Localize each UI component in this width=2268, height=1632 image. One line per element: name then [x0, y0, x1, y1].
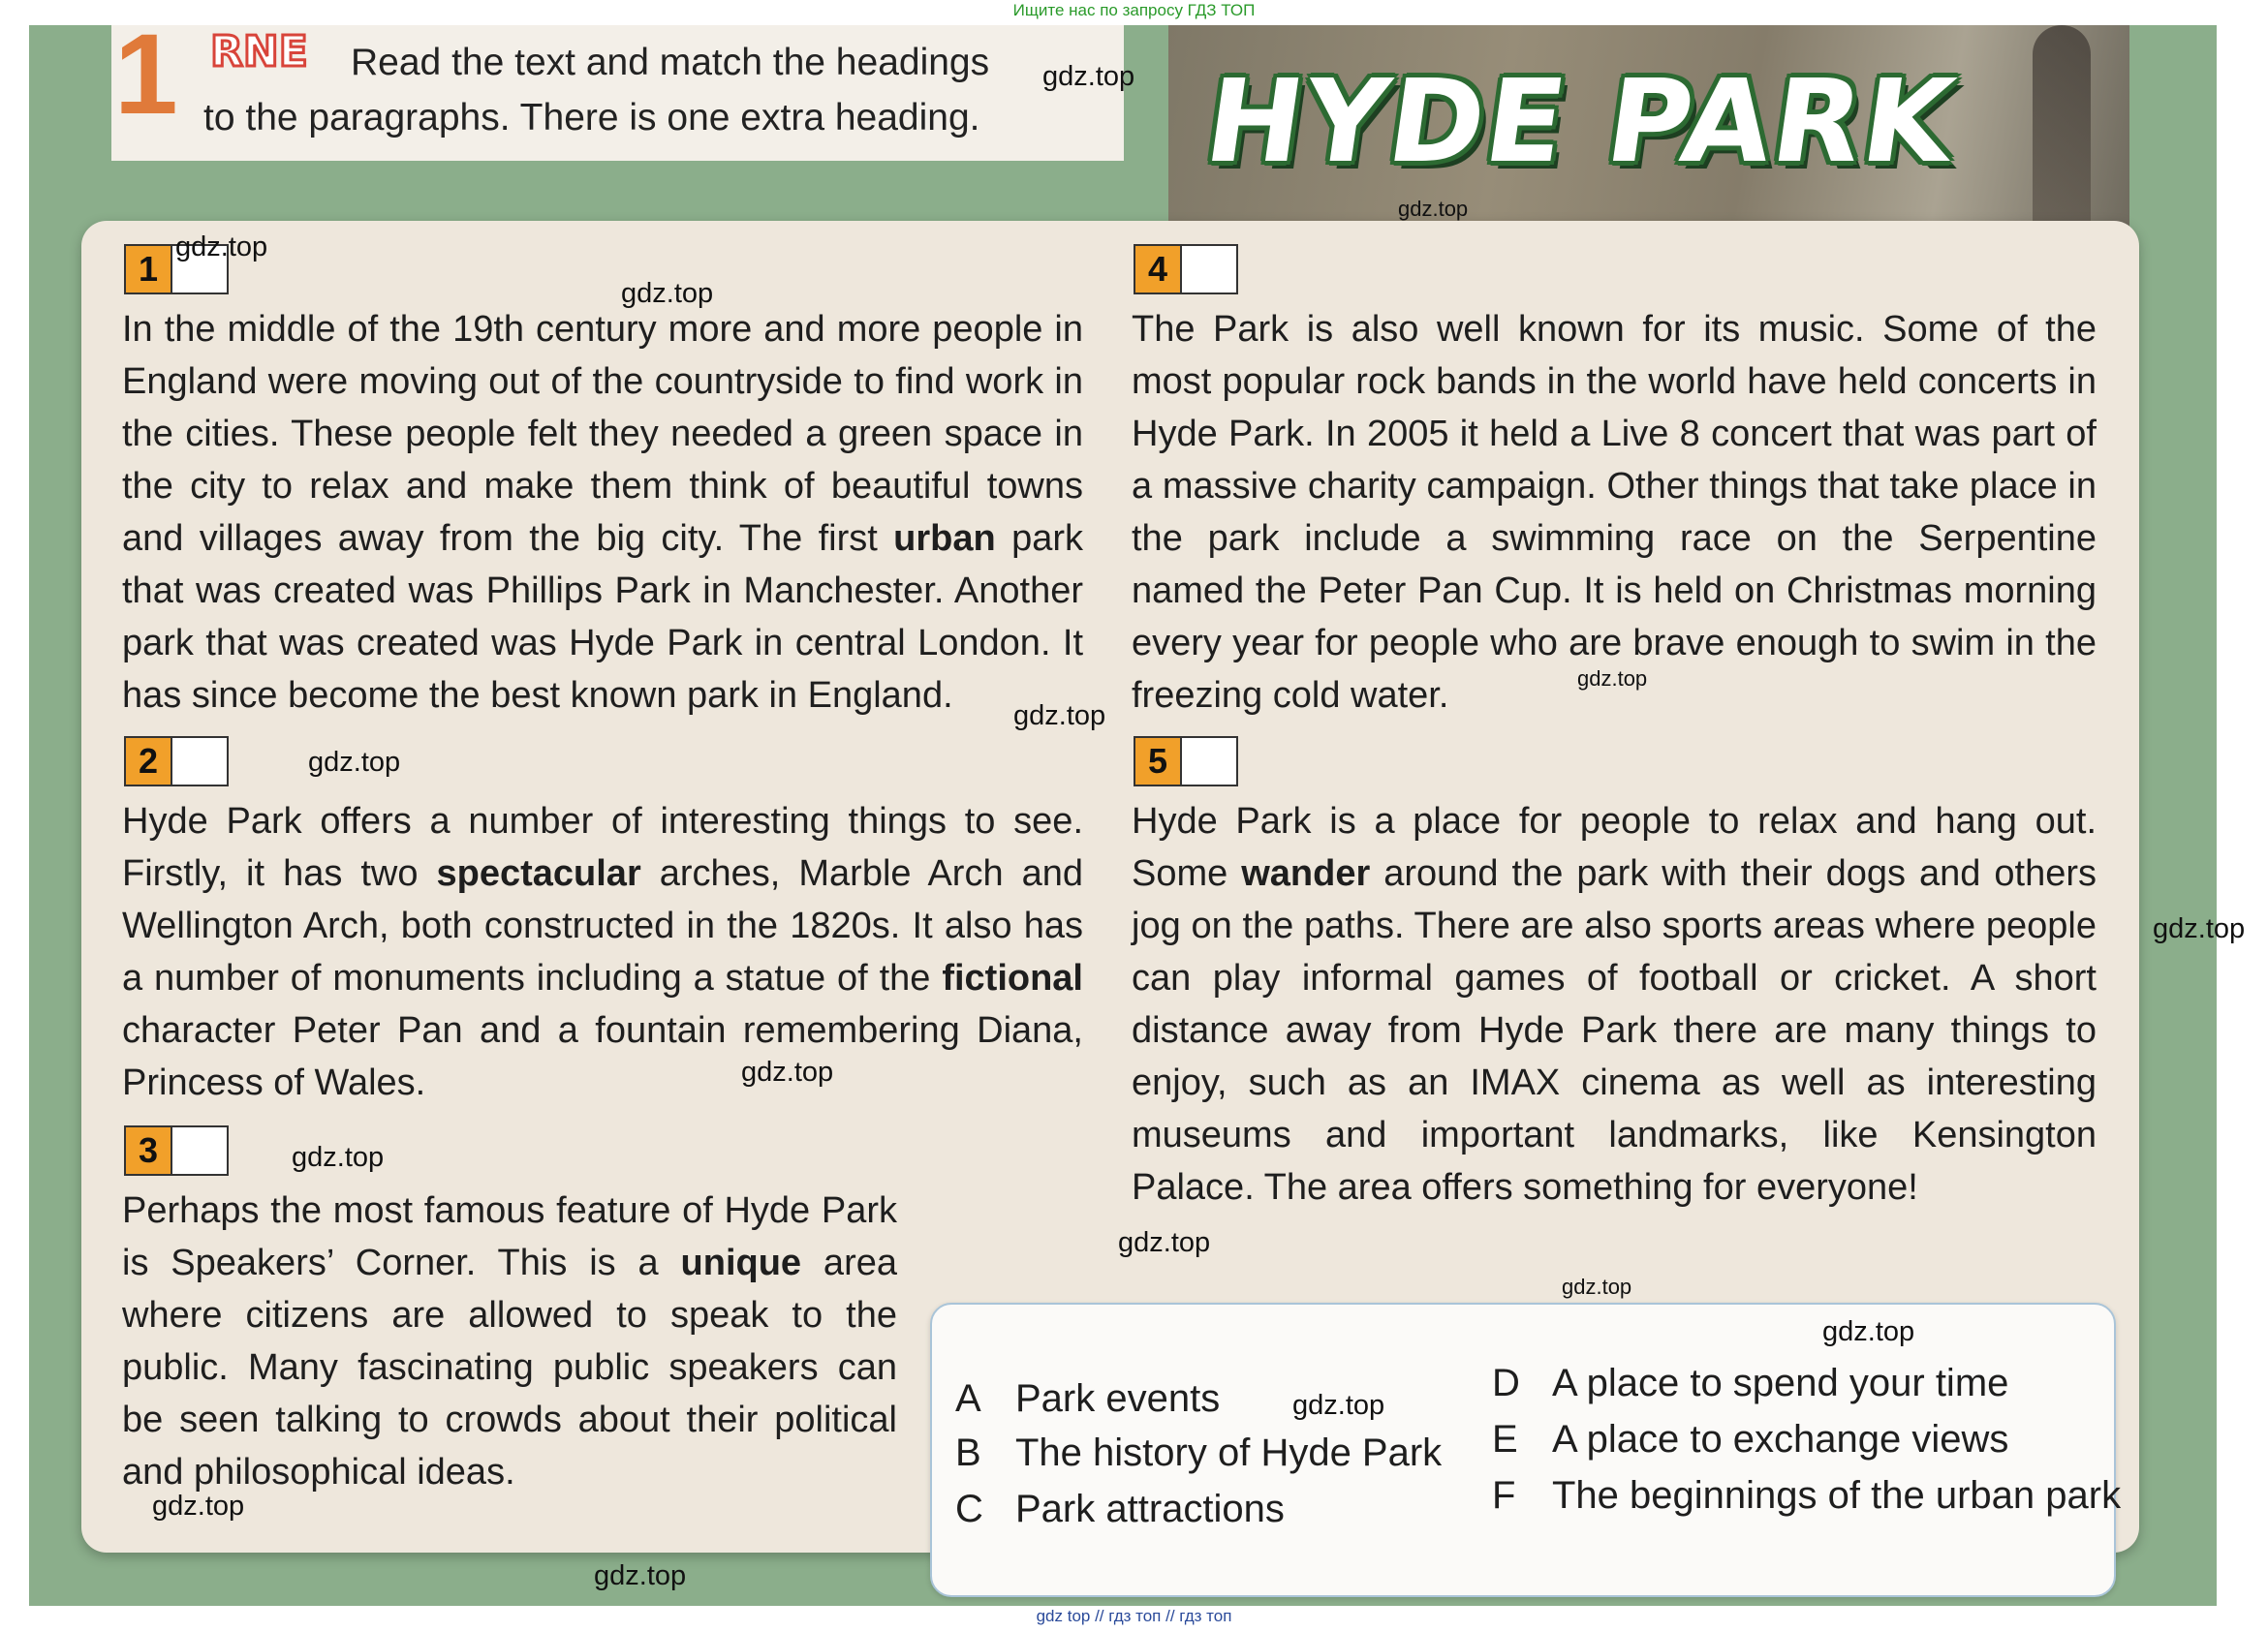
watermark: gdz.top — [741, 1057, 834, 1088]
highlighted-word: fictional — [942, 958, 1083, 999]
paragraph-number: 1 — [124, 244, 172, 294]
option-text: The beginnings of the urban park — [1552, 1474, 2122, 1517]
highlighted-word: spectacular — [436, 853, 641, 894]
answer-box-2[interactable] — [172, 736, 229, 786]
watermark: gdz.top — [1042, 61, 1135, 92]
answer-box-4[interactable] — [1182, 244, 1238, 294]
heading-option-e[interactable] — [1492, 1415, 2008, 1463]
hyde-park-banner — [1168, 25, 2129, 232]
paragraph-4-label — [1134, 244, 1238, 294]
heading-option-f[interactable] — [1492, 1471, 2121, 1520]
paragraph-3-text — [122, 1185, 897, 1498]
option-text: A place to exchange views — [1552, 1418, 2009, 1461]
paragraph-number: 4 — [1134, 244, 1182, 294]
heading-option-a[interactable] — [955, 1374, 1220, 1423]
heading-option-c[interactable] — [955, 1485, 1285, 1533]
watermark: gdz.top — [1822, 1316, 1915, 1347]
text-run: In the middle of the 19th century more and more people in England were moving out of the countryside to find work in the cities. These people felt they needed a green space in the city to relax and make them think of beautiful towns and villages away from the big city. The first — [122, 309, 1083, 559]
paragraph-number: 2 — [124, 736, 172, 786]
option-letter: B — [955, 1432, 981, 1474]
walking-person-image — [2033, 25, 2091, 232]
instruction — [203, 35, 1114, 145]
watermark: gdz.top — [292, 1142, 385, 1173]
paragraph-5-text — [1132, 795, 2097, 1214]
text-run: Hyde Park is a place for people to relax and hang out. Some — [1132, 801, 2097, 894]
option-letter: A — [955, 1377, 981, 1420]
watermark: gdz.top — [175, 231, 268, 262]
option-letter: D — [1492, 1362, 1520, 1404]
option-text: Park attractions — [1015, 1488, 1285, 1530]
highlighted-word: unique — [680, 1243, 802, 1283]
paragraph-1-text — [122, 303, 1083, 722]
paragraph-2-text — [122, 795, 1083, 1109]
text-run: The Park is also well known for its music. Some of the most popular rock bands in the world have held concerts in Hyde Park. In 2005 it held a Live 8 concert that was part of a massive charity campaign. Other things that take place in the park include a swimming race on the Serpentine named the Peter Pan Cup. It is held on Christmas morning every year for people who are brave enough to swim in the freezing cold water. — [1132, 309, 2097, 716]
answer-box-3[interactable] — [172, 1125, 229, 1176]
top-note: Ищите нас по запросу ГДЗ ТОП — [1012, 1, 1256, 19]
paragraph-4-text — [1132, 303, 2097, 722]
paragraph-5-label — [1134, 736, 1238, 786]
watermark: gdz.top — [1118, 1227, 1211, 1258]
watermark: gdz.top — [152, 1491, 245, 1522]
answer-box-5[interactable] — [1182, 736, 1238, 786]
watermark: gdz.top — [1562, 1275, 1632, 1299]
option-text: A place to spend your time — [1552, 1362, 2009, 1404]
watermark: gdz.top — [1013, 700, 1106, 731]
watermark: gdz.top — [621, 278, 714, 309]
paragraph-number: 3 — [124, 1125, 172, 1176]
instruction-line-2: to the paragraphs. There is one extra heading. — [203, 97, 980, 139]
text-run: around the park with their dogs and others jog on the paths. There are also sports areas where people can play informal games of football or cricket. A short distance away from Hyde Park there are many things to enjoy, such as an IMAX cinema as well as interesting museums and important landmarks, like Kensington Palace. The area offers something for everyone! — [1132, 853, 2097, 1208]
watermark: gdz.top — [308, 747, 401, 778]
exercise-number: 1 — [114, 11, 178, 139]
text-run: arches, Marble Arch and Wellington Arch, both constructed in the 1820s. It also has a number of monuments including a statue of the — [122, 853, 1083, 999]
highlighted-word: wander — [1241, 853, 1371, 894]
paragraph-number: 5 — [1134, 736, 1182, 786]
option-text: The history of Hyde Park — [1015, 1432, 1443, 1474]
option-letter: C — [955, 1488, 983, 1530]
rne-logo-text: RNE — [210, 27, 308, 74]
text-run: character Peter Pan and a fountain remembering Diana, Princess of Wales. — [122, 1010, 1083, 1103]
highlighted-word: urban — [893, 518, 996, 559]
watermark: gdz.top — [1577, 666, 1648, 691]
text-run: park that was created was Phillips Park in Manchester. Another park that was created was Hyde Park in central London. It has since become the best known park in England. — [122, 518, 1083, 716]
paragraph-3-label — [124, 1125, 229, 1176]
heading-option-b[interactable] — [955, 1429, 1442, 1477]
heading-option-d[interactable] — [1492, 1359, 2008, 1407]
bottom-note: gdz top // гдз топ // гдз топ — [1036, 1607, 1232, 1625]
option-letter: F — [1492, 1474, 1516, 1517]
instruction-line-1: Read the text and match the headings — [351, 42, 990, 83]
headings-box — [930, 1303, 2122, 1597]
watermark: gdz.top — [1292, 1390, 1385, 1421]
watermark: gdz.top — [1398, 197, 1469, 221]
watermark: gdz.top — [2153, 913, 2246, 944]
watermark: gdz.top — [594, 1560, 687, 1591]
option-letter: E — [1492, 1418, 1518, 1461]
paragraph-2-label — [124, 736, 229, 786]
option-text: Park events — [1015, 1377, 1221, 1420]
text-run: Perhaps the most famous feature of Hyde Park is Speakers’ Corner. This is a — [122, 1190, 897, 1283]
banner-title: HYDE PARK — [1197, 54, 1964, 188]
text-run: area where citizens are allowed to speak to the public. Many fascinating public speakers can be seen talking to crowds about their political and philosophical ideas. — [122, 1243, 897, 1493]
text-run: Hyde Park offers a number of interesting things to see. Firstly, it has two — [122, 801, 1083, 894]
